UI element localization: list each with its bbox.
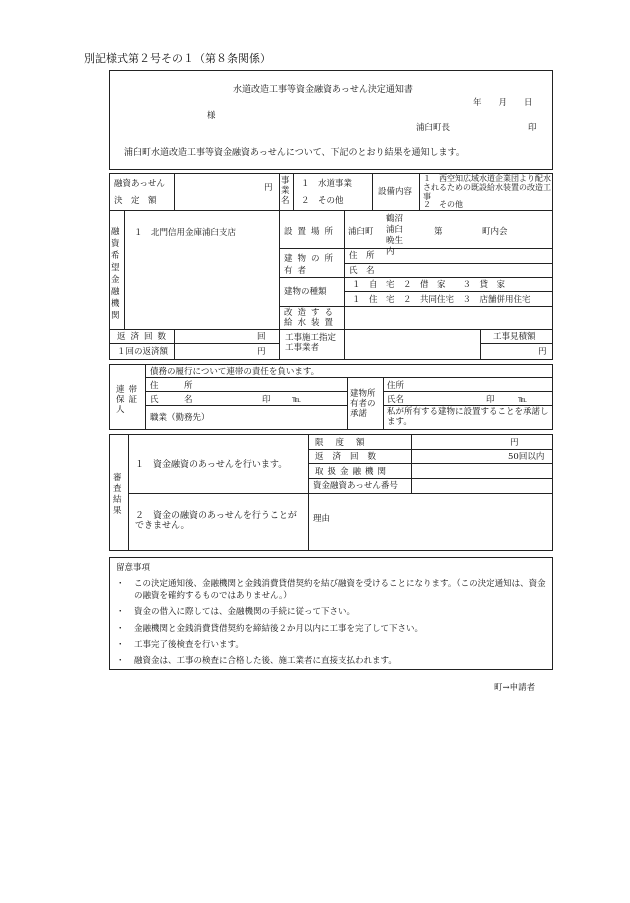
- rule: [279, 306, 553, 307]
- setsubi-option-2: ２ その他: [423, 200, 463, 209]
- rule: [344, 291, 553, 292]
- note-bullet: ・: [116, 607, 125, 617]
- issuer-seal: 印: [528, 123, 537, 133]
- kaizou-label: 改造する給水装置: [284, 308, 339, 328]
- location-options: 鶴沼 浦臼 晩生内: [386, 214, 404, 257]
- contractor-label: 工事施工指定工事業者: [285, 333, 337, 353]
- owner-address-label: 住 所: [349, 251, 375, 261]
- rule: [145, 391, 347, 392]
- setsubi-label: 設備内容: [378, 187, 413, 197]
- guarantor-seal: 印: [262, 395, 271, 405]
- guarantor-address: 住 所: [150, 381, 193, 391]
- note-item: 資金の借入に際しては、金融機関の手続に従って下さい。: [134, 607, 356, 617]
- rule: [293, 173, 294, 210]
- note-item: 工事完了後検査を行います。: [134, 640, 244, 650]
- owner-label: 建物の所有者: [284, 254, 339, 276]
- rule: [308, 478, 553, 479]
- building-type-row-2: １ 住 宅 ２ 共同住宅 ３ 店舗併用住宅: [352, 295, 531, 305]
- rule: [279, 173, 280, 210]
- rule: [383, 377, 384, 430]
- form-label: 別記様式第２号その１（第８条関係）: [84, 52, 271, 65]
- rule: [279, 277, 553, 278]
- location-chonaikai: 町内会: [482, 227, 508, 237]
- repay-count-kai: 回: [257, 332, 266, 342]
- amount-label-1: 融資あっせん: [114, 179, 165, 189]
- amount-label-2: 決 定 額: [114, 196, 157, 206]
- repay-value: 50回以内: [508, 452, 545, 462]
- setsubi-option-1: １ 西空知広域水道企業団より配水されるための既設給水装置の改造工事: [423, 174, 551, 201]
- issuer: 浦臼町長: [416, 123, 451, 133]
- notice-intro: 浦臼町水道改造工事等資金融資あっせんについて、下記のとおり結果を通知します。: [124, 148, 465, 158]
- repay-once-yen: 円: [257, 347, 266, 357]
- notes-heading: 留意事項: [116, 563, 151, 573]
- note-bullet: ・: [116, 624, 125, 634]
- rule: [383, 405, 553, 406]
- estimate-label: 工事見積額: [493, 332, 536, 342]
- location-label: 設置場所: [284, 227, 339, 237]
- notice-title: 水道改造工事等資金融資あっせん決定通知書: [233, 85, 413, 95]
- owner-consent-label: 建物所有者の承諾: [350, 389, 376, 419]
- rule: [109, 329, 553, 330]
- location-dai: 第: [434, 227, 443, 237]
- rule: [109, 343, 279, 344]
- institution-label: 融資希望金融機関: [111, 227, 120, 321]
- repay-label: 返済回数: [315, 452, 386, 462]
- rule: [308, 463, 553, 464]
- rule: [344, 210, 345, 360]
- rule: [109, 210, 553, 211]
- owner-name-label: 氏 名: [349, 266, 375, 276]
- institution-value: １ 北門信用金庫浦臼支店: [134, 228, 237, 238]
- note-bullet: ・: [116, 579, 125, 589]
- owner-consent-seal: 印: [486, 395, 495, 405]
- reason-label: 理由: [313, 514, 331, 524]
- repay-once-label: １回の返済額: [117, 347, 169, 357]
- note-bullet: ・: [116, 640, 125, 650]
- limit-value: 円: [510, 438, 519, 448]
- rule: [279, 210, 280, 360]
- rule: [480, 343, 553, 344]
- rule: [174, 173, 175, 210]
- rule: [419, 173, 420, 210]
- rule: [344, 263, 553, 264]
- bank-label: 取扱金融機関: [315, 467, 391, 477]
- guarantor-tel: ℡: [292, 395, 302, 405]
- routing-footer: 町→申請者: [494, 683, 536, 693]
- review-option-1: １ 資金融資のあっせんを行います。: [135, 460, 288, 470]
- amount-yen: 円: [264, 183, 273, 193]
- jigyo-option-1: １ 水道事業: [301, 179, 353, 189]
- guarantor-job: 職業（勤務先）: [150, 413, 210, 423]
- notice-date: 年 月 日: [473, 98, 533, 108]
- rule: [480, 329, 481, 360]
- owner-consent-name: 氏名: [387, 395, 405, 405]
- note-bullet: ・: [116, 656, 125, 666]
- note-item: 融資金は、工事の検査に合格した後、施工業者に直接支払われます。: [134, 656, 397, 666]
- rule: [279, 248, 553, 249]
- jigyo-option-2: ２ その他: [301, 196, 344, 206]
- guarantor-name: 氏 名: [150, 395, 193, 405]
- rule: [383, 391, 553, 392]
- guarantor-label: 連帯保証人: [116, 385, 142, 415]
- owner-consent-tel: ℡: [518, 395, 528, 405]
- estimate-yen: 円: [538, 347, 547, 357]
- rule: [308, 449, 553, 450]
- rule: [124, 210, 125, 329]
- jigyomei-label: 事業名: [281, 176, 290, 206]
- review-label: 審査結果: [113, 473, 122, 516]
- number-label: 資金融資あっせん番号: [313, 481, 398, 491]
- rule: [372, 173, 373, 210]
- rule: [145, 377, 553, 378]
- repay-count-label: 返済回数: [117, 332, 172, 342]
- limit-label: 限度額: [315, 438, 377, 448]
- guarantor-note: 債務の履行について連帯の責任を負います。: [150, 367, 320, 377]
- note-item: この決定通知後、金融機関と金銭消費貸借契約を結び融資を受けることになります。（この決定通知は、資金の融資を確約するものではありません。）: [134, 579, 546, 601]
- addressee-sama: 様: [207, 111, 216, 121]
- note-item: 金融機関と金銭消費貸借契約を締結後２か月以内に工事を完了して下さい。: [134, 624, 424, 634]
- owner-consent-address: 住所: [387, 381, 405, 391]
- building-type-row-1: １ 自 宅 ２ 借 家 ３ 貸 家: [352, 280, 506, 290]
- review-option-2: ２ 資金の融資のあっせんを行うことができません。: [135, 511, 297, 531]
- rule: [145, 405, 347, 406]
- owner-consent-note: 私が所有する建物に設置することを承諾します。: [387, 407, 549, 427]
- building-type-label: 建物の種類: [284, 287, 327, 297]
- rule: [174, 329, 175, 360]
- location-town: 浦臼町: [348, 227, 374, 237]
- rule: [128, 493, 553, 494]
- rule: [145, 364, 146, 430]
- rule: [347, 377, 348, 430]
